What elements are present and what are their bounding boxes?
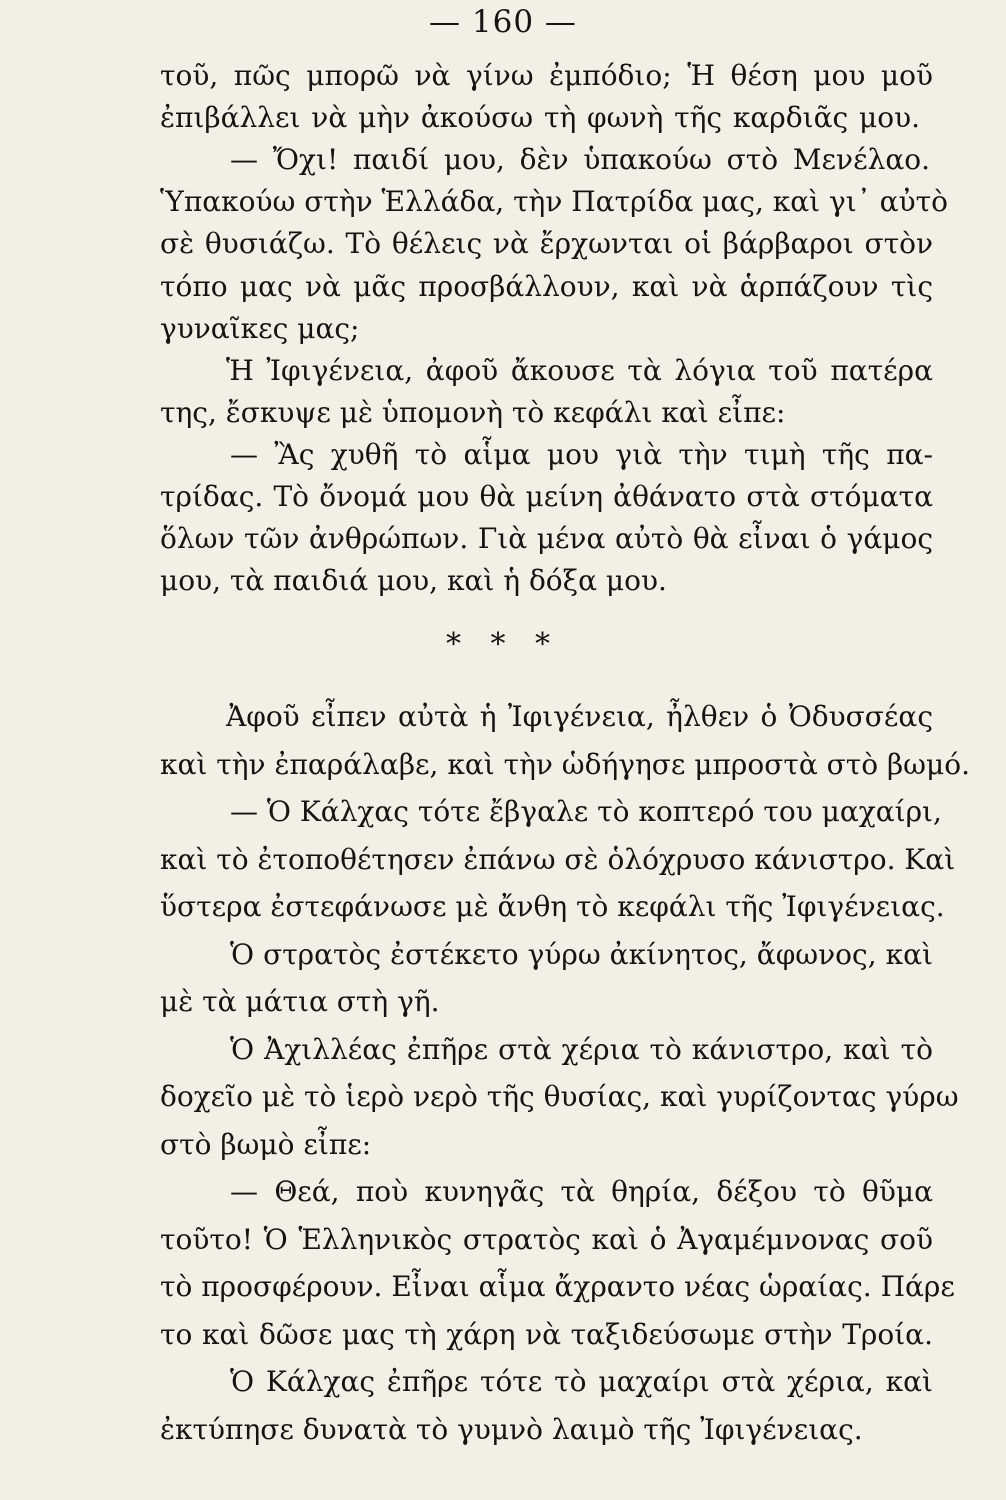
section-separator: * * *: [445, 627, 561, 662]
text-line: Ὑπακούω στὴν Ἑλλάδα, τὴν Πατρίδα μας, καὶ γι᾽ αὐτὸ: [160, 185, 948, 218]
text-line: καὶ τὸ ἐτοποθέτησεν ἐπάνω σὲ ὁλόχρυσο κάνιστρο. Καὶ: [160, 843, 956, 876]
text-line: το καὶ δῶσε μας τὴ χάρη νὰ ταξιδεύσωμε στὴν Τροία.: [160, 1318, 933, 1351]
text-line: ἐπιβάλλει νὰ μὴν ἀκούσω τὴ φωνὴ τῆς καρδιᾶς μου.: [160, 101, 920, 134]
text-line: ὕστερα ἐστεφάνωσε μὲ ἄνθη τὸ κεφάλι τῆς Ἰφιγένειας.: [160, 890, 945, 923]
text-line: μὲ τὰ μάτια στὴ γῆ.: [160, 985, 440, 1018]
text-line: ἐκτύπησε δυνατὰ τὸ γυμνὸ λαιμὸ τῆς Ἰφιγένειας.: [160, 1413, 863, 1446]
page-number: — 160 —: [429, 4, 577, 40]
text-line: τοῦ, πῶς μπορῶ νὰ γίνω ἐμπόδιο; Ἡ θέση μου μοῦ: [160, 59, 933, 92]
text-line: δοχεῖο μὲ τὸ ἱερὸ νερὸ τῆς θυσίας, καὶ γυρίζοντας γύρω: [160, 1080, 959, 1113]
text-line: καὶ τὴν ἐπαράλαβε, καὶ τὴν ὡδήγησε μπροστὰ στὸ βωμό.: [160, 748, 970, 781]
text-line: τόπο μας νὰ μᾶς προσβάλλουν, καὶ νὰ ἁρπάζουν τὶς: [160, 270, 933, 303]
text-line: Ὁ Ἀχιλλέας ἐπῆρε στὰ χέρια τὸ κάνιστρο, καὶ τὸ: [230, 1033, 933, 1066]
text-line: γυναῖκες μας;: [160, 312, 360, 345]
text-line: τρίδας. Τὸ ὄνομά μου θὰ μείνη ἀθάνατο στὰ στόματα: [160, 480, 933, 513]
text-line: Ὁ στρατὸς ἐστέκετο γύρω ἀκίνητος, ἄφωνος, καὶ: [230, 938, 933, 971]
text-line: σὲ θυσιάζω. Τὸ θέλεις νὰ ἔρχωνται οἱ βάρβαροι στὸν: [160, 227, 933, 260]
text-line: Ἀφοῦ εἶπεν αὐτὰ ἡ Ἰφιγένεια, ἦλθεν ὁ Ὀδυσσέας: [226, 700, 933, 733]
text-line: μου, τὰ παιδιά μου, καὶ ἡ δόξα μου.: [160, 564, 667, 597]
text-line: — Ὁ Κάλχας τότε ἔβγαλε τὸ κοπτερό του μαχαίρι,: [230, 795, 942, 828]
text-line: της, ἔσκυψε μὲ ὑπομονὴ τὸ κεφάλι καὶ εἶπε:: [160, 396, 786, 429]
text-line: — Θεά, ποὺ κυνηγᾶς τὰ θηρία, δέξου τὸ θῦμα: [230, 1175, 933, 1208]
text-line: — Ἂς χυθῆ τὸ αἷμα μου γιὰ τὴν τιμὴ τῆς πα-: [230, 438, 933, 471]
text-line: τοῦτο! Ὁ Ἑλληνικὸς στρατὸς καὶ ὁ Ἀγαμέμνονας σοῦ: [160, 1223, 933, 1256]
text-line: στὸ βωμὸ εἶπε:: [160, 1128, 372, 1161]
text-line: τὸ προσφέρουν. Εἶναι αἷμα ἄχραντο νέας ὡραίας. Πάρε: [160, 1270, 955, 1303]
text-line: Ὁ Κάλχας ἐπῆρε τότε τὸ μαχαίρι στὰ χέρια, καὶ: [230, 1365, 933, 1398]
text-line: ὅλων τῶν ἀνθρώπων. Γιὰ μένα αὐτὸ θὰ εἶναι ὁ γάμος: [160, 522, 933, 555]
text-line: — Ὄχι! παιδί μου, δὲν ὑπακούω στὸ Μενέλαο.: [230, 143, 930, 176]
text-line: Ἡ Ἰφιγένεια, ἀφοῦ ἄκουσε τὰ λόγια τοῦ πατέρα: [226, 354, 933, 387]
